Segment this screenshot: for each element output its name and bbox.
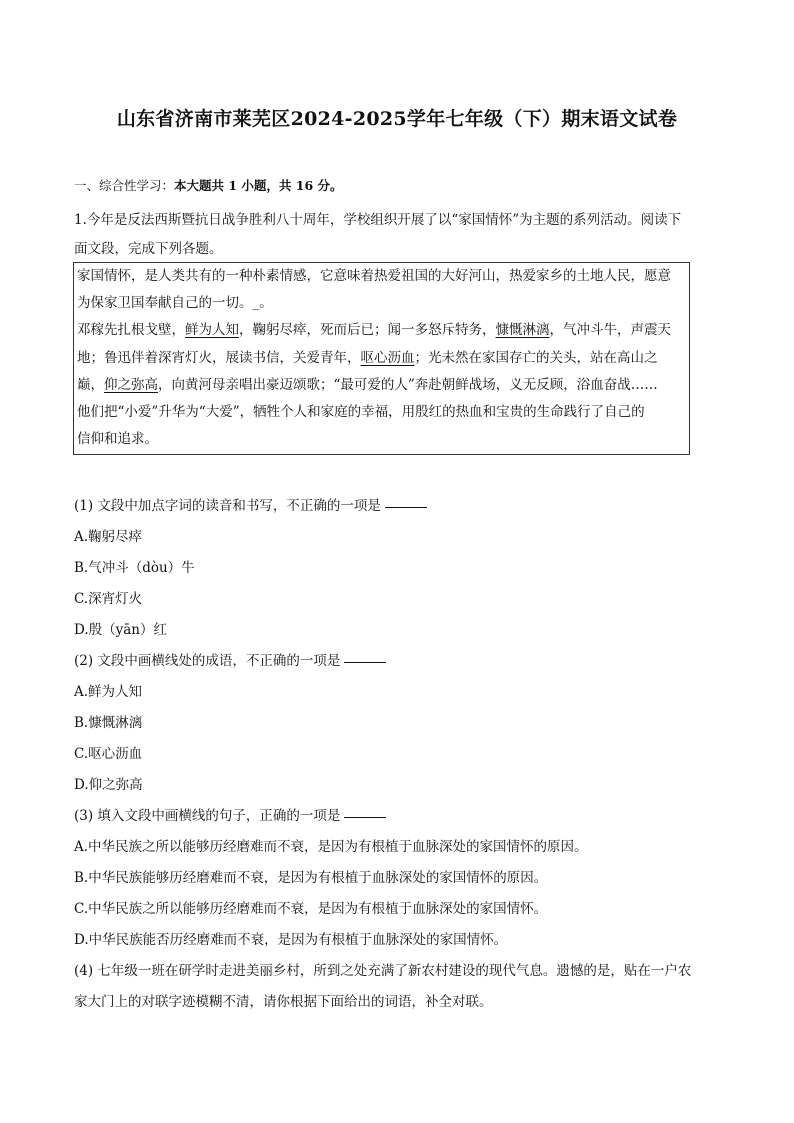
passage-text: ；光未然在家国存亡的关头，站在高山之: [414, 349, 658, 366]
underlined-idiom: 鲜为人知: [185, 322, 239, 339]
option[interactable]: B.气冲斗（dòu）牛: [74, 560, 195, 576]
option[interactable]: C.深宵灯火: [74, 591, 143, 607]
stem-text: (1) 文段中加点字词的读音和书写，不正确的一项是: [74, 498, 381, 514]
option[interactable]: B.中华民族能够历经磨难而不衰，是因为有根植于血脉深处的家国情怀的原因。: [74, 870, 548, 886]
question-stem: (4) 七年级一班在研学时走进美丽乡村，所到之处充满了新农村建设的现代气息。遗憾的是，贴在一户农: [74, 963, 692, 979]
option[interactable]: A.鲜为人知: [74, 684, 143, 700]
question-stem: [74, 801, 724, 832]
option[interactable]: C.中华民族之所以能够历经磨难而不衰，是因为有根植于血脉深处的家国情怀。: [74, 901, 548, 917]
passage-text: 地；鲁迅伴着深宵灯火，展读书信，关爱青年，: [77, 349, 361, 366]
passage-line: 信仰和追求。: [77, 431, 158, 448]
option[interactable]: D.殷（yān）红: [74, 622, 168, 638]
passage-line: 他们把“小爱”升华为“大爱”，牺牲个人和家庭的幸福，用殷红的热血和宝贵的生命践行了自己的: [77, 403, 645, 420]
intro-line: 1.今年是反法西斯暨抗日战争胜利八十周年，学校组织开展了以“家国情怀”为主题的系列活动。阅读下: [74, 212, 682, 228]
option[interactable]: D.中华民族能否历经磨难而不衰，是因为有根植于血脉深处的家国情怀。: [74, 932, 508, 948]
option[interactable]: A.鞠躬尽瘁: [74, 529, 143, 545]
answer-blank[interactable]: [344, 816, 386, 818]
passage-line: [77, 345, 687, 372]
sub-questions: [74, 491, 724, 1018]
passage-line: 为保家卫国奉献自己的一切。_。: [77, 295, 273, 312]
question-stem: [74, 646, 724, 677]
section-prefix: 一、综合性学习：: [74, 178, 175, 193]
answer-blank[interactable]: [385, 506, 427, 508]
intro-line: 面文段，完成下列各题。: [74, 241, 223, 257]
stem-text: (3) 填入文段中画横线的句子，正确的一项是: [74, 808, 341, 824]
question-stem-continued: 家大门上的对联字迹模糊不清，请你根据下面给出的词语，补全对联。: [74, 994, 493, 1010]
stem-text: (2) 文段中画横线处的成语，不正确的一项是: [74, 653, 341, 669]
section-heading: [74, 176, 343, 194]
section-count: 本大题共 1 小题，共 16 分。: [174, 178, 343, 193]
reading-passage-box: [73, 262, 690, 455]
passage-line: [77, 317, 687, 344]
passage-text: 巅，: [77, 376, 104, 393]
passage-line: 家国情怀，是人类共有的一种朴素情感，它意味着热爱祖国的大好河山，热爱家乡的土地人民，愿意: [77, 268, 671, 284]
passage-line: [77, 372, 687, 399]
underlined-idiom: 仰之弥高: [104, 376, 158, 393]
answer-blank[interactable]: [344, 661, 386, 663]
question-1-intro: [74, 206, 722, 264]
underlined-idiom: 呕心沥血: [360, 349, 415, 366]
option[interactable]: B.慷慨淋漓: [74, 715, 143, 731]
passage-text: ，气冲斗牛，声震天: [549, 322, 671, 339]
passage-text: ，向黄河母亲唱出豪迈颂歌；“最可爱的人”奔赴朝鲜战场，义无反顾，浴血奋战……: [158, 376, 658, 393]
page-title: 山东省济南市莱芜区2024-2025学年七年级（下）期末语文试卷: [116, 108, 678, 130]
option[interactable]: A.中华民族之所以能够历经磨难而不衰，是因为有根植于血脉深处的家国情怀的原因。: [74, 839, 588, 855]
question-stem: [74, 491, 724, 522]
underlined-idiom: 慷慨淋漓: [495, 322, 550, 339]
passage-text: 邓稼先扎根戈壁，: [77, 322, 185, 339]
option[interactable]: D.仰之弥高: [74, 777, 143, 793]
option[interactable]: C.呕心沥血: [74, 746, 143, 762]
passage-text: ，鞠躬尽瘁，死而后已；闻一多怒斥特务，: [239, 322, 496, 339]
